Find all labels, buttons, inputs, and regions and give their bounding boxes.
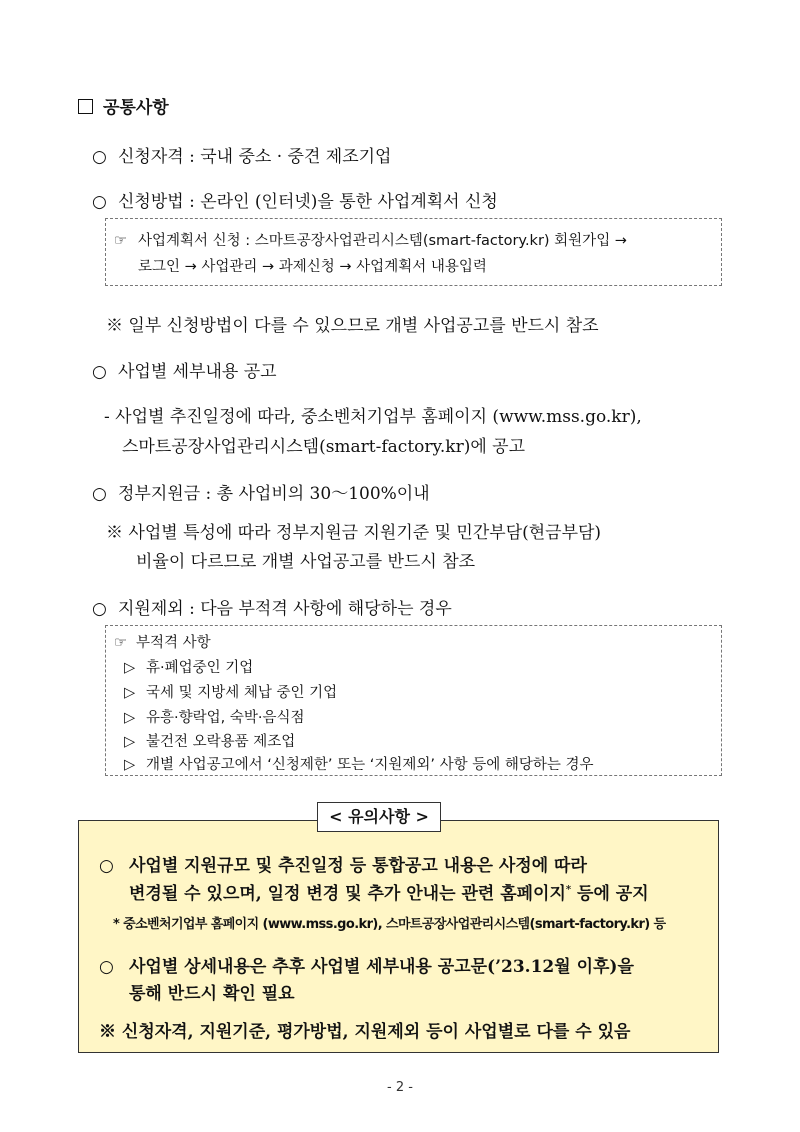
exclusion-list-item: ▷ 유흥·향락업, 숙박·음식점 xyxy=(124,710,305,726)
pointing-hand-icon: ☞ xyxy=(114,233,127,249)
exclusion-box-title: ☞ 부적격 사항 xyxy=(114,635,211,651)
method-detail-box xyxy=(105,218,722,286)
funding-note-1: ※ 사업별 특성에 따라 정부지원금 지원기준 및 민간부담(현금부담) xyxy=(106,523,602,543)
funding-item xyxy=(92,479,430,504)
exclusion-box xyxy=(105,625,722,776)
circle-bullet-icon: ○ xyxy=(92,362,107,382)
detail-title: 사업별 세부내용 공고 xyxy=(118,362,277,382)
section-title: 공통사항 xyxy=(103,98,169,118)
method-item xyxy=(92,187,498,212)
detail-line-1: - 사업별 추진일정에 따라, 중소벤처기업부 홈페이지 (www.mss.go.kr), xyxy=(104,407,642,427)
funding-title: 정부지원금 : 총 사업비의 30～100%이내 xyxy=(118,484,430,504)
right-triangle-icon: ▷ xyxy=(124,710,136,726)
right-triangle-icon: ▷ xyxy=(124,734,136,750)
eligibility-text: 신청자격 : 국내 중소 · 중견 제조기업 xyxy=(118,147,392,167)
exclusion-title: 지원제외 : 다음 부적격 사항에 해당하는 경우 xyxy=(118,599,452,619)
eligibility-item xyxy=(92,142,391,167)
method-note: ※ 일부 신청방법이 다를 수 있으므로 개별 사업공고를 반드시 참조 xyxy=(106,316,599,336)
method-box-line-2: 로그인 → 사업관리 → 과제신청 → 사업계획서 내용입력 xyxy=(138,259,487,275)
detail-item xyxy=(92,357,277,382)
notice-footnote: * 중소벤처기업부 홈페이지 (www.mss.go.kr), 스마트공장사업관리시스템(smart-factory.kr) 등 xyxy=(113,917,666,932)
notice-note: ※ 신청자격, 지원기준, 평가방법, 지원제외 등이 사업별로 다를 수 있음 xyxy=(99,1022,631,1042)
circle-bullet-icon: ○ xyxy=(92,484,107,504)
detail-line-2: 스마트공장사업관리시스템(smart-factory.kr)에 공고 xyxy=(122,437,525,457)
notice-box xyxy=(78,820,719,1053)
circle-bullet-icon: ○ xyxy=(99,856,114,876)
funding-note-2: 비율이 다르므로 개별 사업공고를 반드시 참조 xyxy=(136,552,476,572)
pointing-hand-icon: ☞ xyxy=(114,635,127,651)
exclusion-list-item: ▷ 개별 사업공고에서 ‘신청제한’ 또는 ‘지원제외’ 사항 등에 해당하는 경우 xyxy=(124,757,594,773)
right-triangle-icon: ▷ xyxy=(124,660,136,676)
circle-bullet-icon: ○ xyxy=(92,599,107,619)
right-triangle-icon: ▷ xyxy=(124,685,136,701)
empty-square-icon xyxy=(78,99,93,114)
exclusion-list-item: ▷ 휴·폐업중인 기업 xyxy=(124,660,254,676)
notice-item-1-line-2: 변경될 수 있으며, 일정 변경 및 추가 안내는 관련 홈페이지* 등에 공지 xyxy=(129,884,649,904)
exclusion-list-item: ▷ 국세 및 지방세 체납 중인 기업 xyxy=(124,685,338,701)
notice-title: < 유의사항 > xyxy=(317,802,441,832)
notice-item-2-line-2: 통해 반드시 확인 필요 xyxy=(129,984,295,1004)
exclusion-item xyxy=(92,594,452,619)
method-title: 신청방법 : 온라인 (인터넷)을 통한 사업계획서 신청 xyxy=(118,192,498,212)
method-box-line-1: ☞ 사업계획서 신청 : 스마트공장사업관리시스템(smart-factory.kr) 회원가입 → xyxy=(114,233,627,249)
circle-bullet-icon: ○ xyxy=(92,192,107,212)
circle-bullet-icon: ○ xyxy=(92,147,107,167)
page-number: - 2 - xyxy=(387,1080,413,1095)
notice-item-1-line-1: ○ 사업별 지원규모 및 추진일정 등 통합공고 내용은 사정에 따라 xyxy=(99,856,587,876)
notice-item-2-line-1: ○ 사업별 상세내용은 추후 사업별 세부내용 공고문(’23.12월 이후)을 xyxy=(99,957,634,977)
footnote-marker: * xyxy=(565,884,572,896)
circle-bullet-icon: ○ xyxy=(99,957,114,977)
section-heading xyxy=(78,93,169,118)
right-triangle-icon: ▷ xyxy=(124,757,136,773)
exclusion-list-item: ▷ 불건전 오락용품 제조업 xyxy=(124,734,296,750)
